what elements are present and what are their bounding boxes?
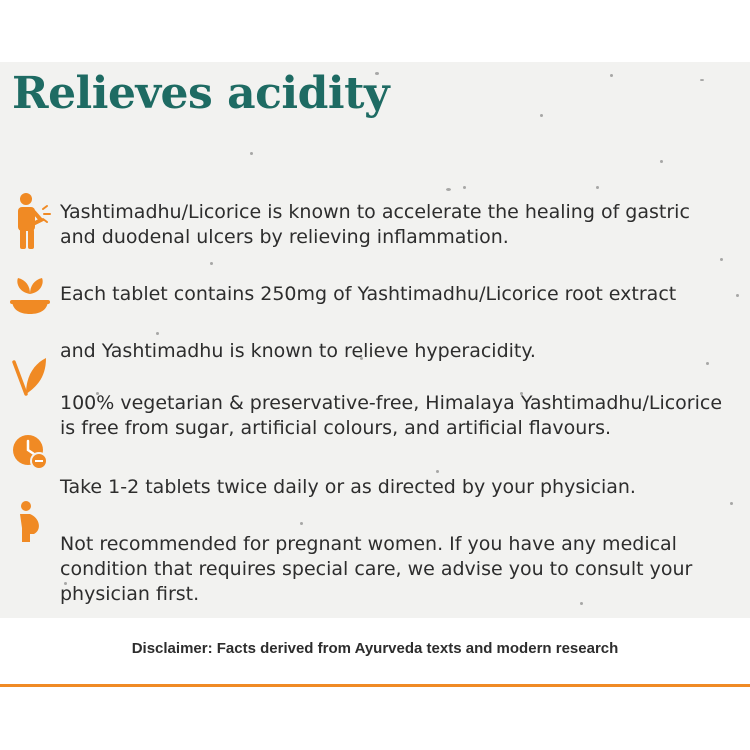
preservative-free-icon: [12, 434, 48, 470]
dosage-instructions: Take 1-2 tablets twice daily or as directed by your physician.: [60, 476, 636, 498]
page-title: Relieves acidity: [12, 68, 390, 119]
herb-bowl-icon: [10, 276, 50, 318]
benefit-vegetarian: 100% vegetarian & preservative-free, Himalaya Yashtimadhu/Licorice is free from sugar, artificial colours, and artificial flavours.: [60, 392, 723, 439]
benefit-extract-content: Each tablet contains 250mg of Yashtimadhu/Licorice root extract: [60, 283, 677, 305]
vegetarian-leaf-icon: [12, 354, 48, 398]
stomach-pain-person-icon: [14, 192, 54, 252]
pregnancy-warning: Not recommended for pregnant women. If you have any medical condition that requires special care, we advise you to consult your physician first.: [60, 533, 693, 605]
disclaimer: Disclaimer: Facts derived from Ayurveda texts and modern research: [131, 640, 619, 657]
bottom-divider: [0, 684, 750, 687]
benefit-hyperacidity: and Yashtimadhu is known to relieve hyperacidity.: [60, 340, 536, 362]
benefit-ulcer-healing: Yashtimadhu/Licorice is known to accelerate the healing of gastric and duodenal ulcers by relieving inflammation.: [60, 201, 690, 248]
pregnant-woman-icon: [16, 500, 46, 544]
